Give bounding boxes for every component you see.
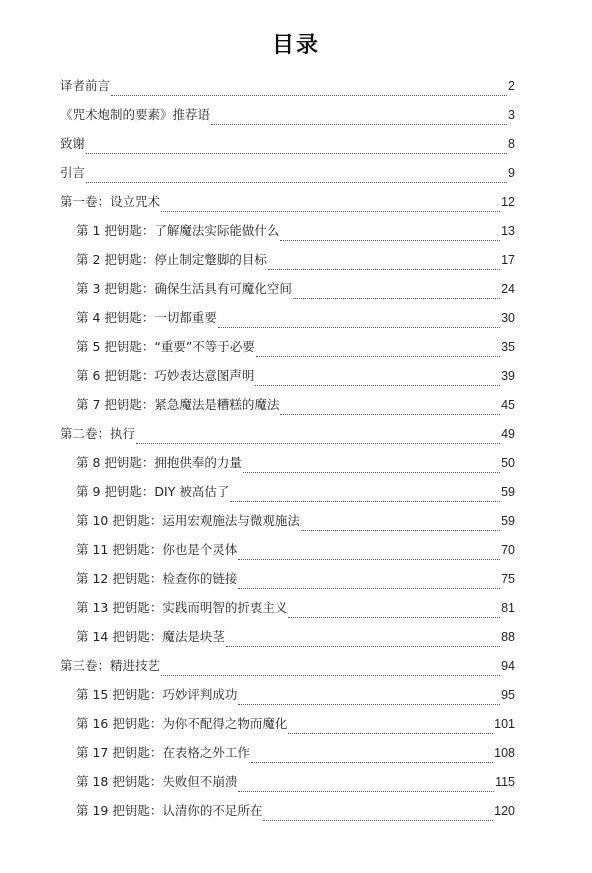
toc-entry-chapter[interactable] bbox=[60, 366, 515, 395]
entry-page-number: 8 bbox=[508, 137, 515, 151]
dot-leader bbox=[288, 732, 493, 734]
dot-leader bbox=[301, 529, 500, 531]
dot-leader bbox=[251, 761, 493, 763]
entry-page-number: 108 bbox=[494, 746, 515, 760]
dot-leader bbox=[238, 558, 500, 560]
toc-entry-volume[interactable] bbox=[60, 163, 515, 192]
entry-label: 第 6 把钥匙：巧妙表达意图声明 bbox=[76, 368, 255, 383]
entry-page-number: 45 bbox=[501, 398, 515, 412]
dot-leader bbox=[268, 268, 500, 270]
entry-label: 第二卷：执行 bbox=[60, 426, 136, 441]
toc-entry-chapter[interactable] bbox=[60, 395, 515, 424]
entry-page-number: 59 bbox=[501, 485, 515, 499]
toc-entry-chapter[interactable] bbox=[60, 743, 515, 772]
entry-page-number: 12 bbox=[501, 195, 515, 209]
dot-leader bbox=[263, 819, 493, 821]
entry-page-number: 9 bbox=[508, 166, 515, 180]
toc-entry-chapter[interactable] bbox=[60, 279, 515, 308]
toc-entry-chapter[interactable] bbox=[60, 714, 515, 743]
toc-entry-chapter[interactable] bbox=[60, 453, 515, 482]
entry-page-number: 88 bbox=[501, 630, 515, 644]
dot-leader bbox=[243, 471, 500, 473]
dot-leader bbox=[238, 790, 494, 792]
dot-leader bbox=[111, 94, 507, 96]
entry-label: 第 10 把钥匙：运用宏观施法与微观施法 bbox=[76, 513, 300, 528]
toc-entry-chapter[interactable] bbox=[60, 540, 515, 569]
entry-page-number: 24 bbox=[501, 282, 515, 296]
toc-entry-chapter[interactable] bbox=[60, 685, 515, 714]
toc-entry-chapter[interactable] bbox=[60, 337, 515, 366]
dot-leader bbox=[86, 181, 507, 183]
entry-label: 第 5 把钥匙：“重要”不等于必要 bbox=[76, 339, 255, 354]
entry-label: 第 17 把钥匙：在表格之外工作 bbox=[76, 745, 250, 760]
dot-leader bbox=[161, 674, 500, 676]
entry-label: 第 12 把钥匙：检查你的链接 bbox=[76, 571, 238, 586]
dot-leader bbox=[86, 152, 507, 154]
toc-entry-volume[interactable] bbox=[60, 656, 515, 685]
entry-page-number: 39 bbox=[501, 369, 515, 383]
dot-leader bbox=[136, 442, 500, 444]
entry-label: 引言 bbox=[60, 165, 86, 180]
toc-entry-chapter[interactable] bbox=[60, 250, 515, 279]
entry-page-number: 75 bbox=[501, 572, 515, 586]
toc-entry-chapter[interactable] bbox=[60, 801, 515, 830]
dot-leader bbox=[255, 384, 500, 386]
entry-label: 第三卷：精进技艺 bbox=[60, 658, 161, 673]
toc-entry-chapter[interactable] bbox=[60, 598, 515, 627]
dot-leader bbox=[256, 355, 500, 357]
entry-label: 第 19 把钥匙：认清你的不足所在 bbox=[76, 803, 263, 818]
dot-leader bbox=[280, 239, 500, 241]
dot-leader bbox=[218, 326, 500, 328]
entry-label: 致谢 bbox=[60, 136, 86, 151]
entry-label: 《咒术炮制的要素》推荐语 bbox=[60, 107, 211, 122]
entry-page-number: 3 bbox=[508, 108, 515, 122]
dot-leader bbox=[288, 616, 500, 618]
entry-page-number: 49 bbox=[501, 427, 515, 441]
entry-label: 第 3 把钥匙：确保生活具有可魔化空间 bbox=[76, 281, 292, 296]
entry-page-number: 70 bbox=[501, 543, 515, 557]
entry-label: 第 18 把钥匙：失败但不崩溃 bbox=[76, 774, 238, 789]
entry-label: 第 14 把钥匙：魔法是块茎 bbox=[76, 629, 225, 644]
entry-page-number: 17 bbox=[501, 253, 515, 267]
entry-page-number: 94 bbox=[501, 659, 515, 673]
entry-label: 译者前言 bbox=[60, 78, 111, 93]
toc-entry-volume[interactable] bbox=[60, 105, 515, 134]
entry-page-number: 115 bbox=[495, 775, 515, 789]
entry-page-number: 35 bbox=[501, 340, 515, 354]
entry-page-number: 95 bbox=[501, 688, 515, 702]
entry-label: 第 2 把钥匙：停止制定蹩脚的目标 bbox=[76, 252, 267, 267]
entry-label: 第 16 把钥匙：为你不配得之物而魔化 bbox=[76, 716, 288, 731]
entry-page-number: 59 bbox=[501, 514, 515, 528]
dot-leader bbox=[226, 645, 500, 647]
entry-label: 第 15 把钥匙：巧妙评判成功 bbox=[76, 687, 238, 702]
dot-leader bbox=[230, 500, 500, 502]
dot-leader bbox=[211, 123, 507, 125]
toc-entry-volume[interactable] bbox=[60, 424, 515, 453]
toc-list bbox=[60, 76, 515, 830]
entry-label: 第一卷：设立咒术 bbox=[60, 194, 161, 209]
toc-entry-chapter[interactable] bbox=[60, 627, 515, 656]
entry-label: 第 11 把钥匙：你也是个灵体 bbox=[76, 542, 238, 557]
entry-page-number: 81 bbox=[501, 601, 515, 615]
dot-leader bbox=[293, 297, 500, 299]
toc-entry-chapter[interactable] bbox=[60, 308, 515, 337]
toc-entry-chapter[interactable] bbox=[60, 511, 515, 540]
entry-label: 第 4 把钥匙：一切都重要 bbox=[76, 310, 217, 325]
entry-label: 第 7 把钥匙：紧急魔法是糟糕的魔法 bbox=[76, 397, 280, 412]
entry-page-number: 101 bbox=[494, 717, 515, 731]
entry-label: 第 9 把钥匙：DIY 被高估了 bbox=[76, 484, 230, 499]
dot-leader bbox=[238, 703, 500, 705]
toc-entry-chapter[interactable] bbox=[60, 772, 515, 801]
toc-entry-chapter[interactable] bbox=[60, 569, 515, 598]
toc-entry-chapter[interactable] bbox=[60, 482, 515, 511]
toc-title: 目录 bbox=[271, 33, 320, 58]
toc-entry-volume[interactable] bbox=[60, 192, 515, 221]
entry-page-number: 30 bbox=[501, 311, 515, 325]
entry-page-number: 120 bbox=[494, 804, 515, 818]
dot-leader bbox=[280, 413, 500, 415]
entry-label: 第 13 把钥匙：实践而明智的折衷主义 bbox=[76, 600, 288, 615]
dot-leader bbox=[238, 587, 500, 589]
dot-leader bbox=[161, 210, 500, 212]
entry-page-number: 50 bbox=[501, 456, 515, 470]
toc-entry-volume[interactable] bbox=[60, 76, 515, 105]
entry-page-number: 13 bbox=[501, 224, 515, 238]
toc-entry-chapter[interactable] bbox=[60, 221, 515, 250]
entry-label: 第 1 把钥匙：了解魔法实际能做什么 bbox=[76, 223, 280, 238]
entry-page-number: 2 bbox=[508, 79, 515, 93]
entry-label: 第 8 把钥匙：拥抱供奉的力量 bbox=[76, 455, 242, 470]
toc-entry-volume[interactable] bbox=[60, 134, 515, 163]
